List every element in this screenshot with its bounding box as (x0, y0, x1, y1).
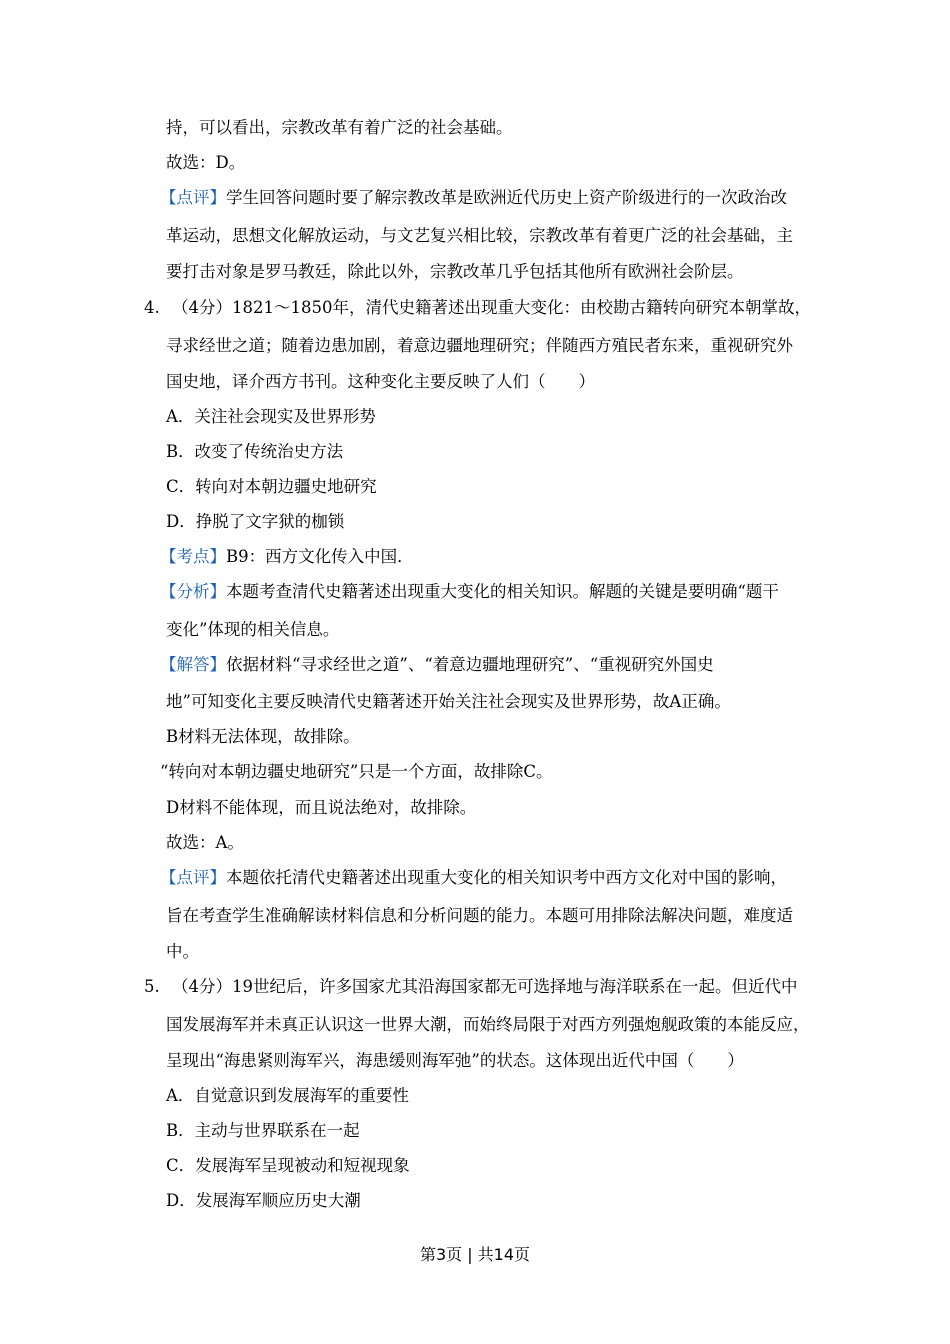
q4-stem-line: （4分）1821～1850年，清代史籍著述出现重大变化：由校勘古籍转向研究本朝掌故， (172, 298, 811, 317)
q4-fenxi-line: 变化”体现的相关信息。 (166, 620, 340, 639)
comment-text: 学生回答问题时要了解宗教改革是欧洲近代历史上资产阶级进行的一次政治改 (226, 188, 787, 207)
q3-comment-line (160, 186, 787, 210)
fenxi-text: 本题考查清代史籍著述出现重大变化的相关知识。解题的关键是要明确“题干 (226, 582, 779, 601)
kaodian-tag: 【考点】 (160, 547, 226, 566)
q4-stem-line: 国史地，译介西方书刊。这种变化主要反映了人们（ ） (166, 372, 595, 391)
comment-tag: 【点评】 (160, 188, 226, 207)
q4-jieda-line: D材料不能体现，而且说法绝对，故排除。 (166, 798, 477, 817)
q4-jieda-line: 地”可知变化主要反映清代史籍著述开始关注社会现实及世界形势，故A正确。 (166, 692, 731, 711)
dianping-text: 本题依托清代史籍著述出现重大变化的相关知识考中西方文化对中国的影响， (226, 868, 787, 887)
q3-text-line: 持，可以看出，宗教改革有着广泛的社会基础。 (166, 118, 513, 137)
q5-number: 5. (144, 977, 160, 996)
q4-jieda (160, 653, 714, 677)
q4-option-c: C．转向对本朝边疆史地研究 (166, 477, 377, 496)
jieda-tag: 【解答】 (160, 655, 226, 674)
q4-option-d: D．挣脱了文字狱的枷锁 (166, 512, 345, 531)
q4-dianping (160, 866, 787, 890)
q4-jieda-line: “转向对本朝边疆史地研究”只是一个方面，故排除C。 (160, 762, 553, 781)
jieda-text: 依据材料“寻求经世之道”、“着意边疆地理研究”、“重视研究外国史 (226, 655, 714, 674)
q4-option-a: A．关注社会现实及世界形势 (166, 407, 376, 426)
page-footer: 第3页 | 共14页 (419, 1245, 531, 1264)
q4-kaodian (160, 545, 414, 569)
q4-number: 4. (144, 298, 160, 317)
dianping-tag: 【点评】 (160, 868, 226, 887)
q4-answer: 故选：A。 (166, 833, 244, 852)
q4-stem-line: 寻求经世之道；随着边患加剧，着意边疆地理研究；伴随西方殖民者东来，重视研究外 (166, 336, 793, 355)
q5-stem-line: 呈现出“海患紧则海军兴，海患缓则海军弛”的状态。这体现出近代中国（ ） (166, 1051, 744, 1070)
q4-fenxi (160, 580, 779, 604)
q4-jieda-line: B材料无法体现，故排除。 (166, 727, 360, 746)
q3-answer: 故选：D。 (166, 153, 246, 172)
q5-option-a: A．自觉意识到发展海军的重要性 (166, 1086, 409, 1105)
q5-stem-line: （4分）19世纪后，许多国家尤其沿海国家都无可选择地与海洋联系在一起。但近代中 (172, 977, 798, 996)
kaodian-text: B9：西方文化传入中国． (226, 547, 414, 566)
q3-comment-line: 革运动，思想文化解放运动，与文艺复兴相比较，宗教改革有着更广泛的社会基础，主 (166, 226, 793, 245)
q5-option-c: C．发展海军呈现被动和短视现象 (166, 1156, 410, 1175)
q4-dianping-line: 旨在考查学生准确解读材料信息和分析问题的能力。本题可用排除法解决问题，难度适 (166, 906, 793, 925)
q5-option-b: B．主动与世界联系在一起 (166, 1121, 360, 1140)
q4-dianping-line: 中。 (166, 942, 199, 961)
fenxi-tag: 【分析】 (160, 582, 226, 601)
q3-comment-line: 要打击对象是罗马教廷，除此以外，宗教改革几乎包括其他所有欧洲社会阶层。 (166, 262, 744, 281)
q5-option-d: D．发展海军顺应历史大潮 (166, 1191, 361, 1210)
q5-stem-line: 国发展海军并未真正认识这一世界大潮，而始终局限于对西方列强炮舰政策的本能反应， (166, 1015, 810, 1034)
q4-option-b: B．改变了传统治史方法 (166, 442, 344, 461)
